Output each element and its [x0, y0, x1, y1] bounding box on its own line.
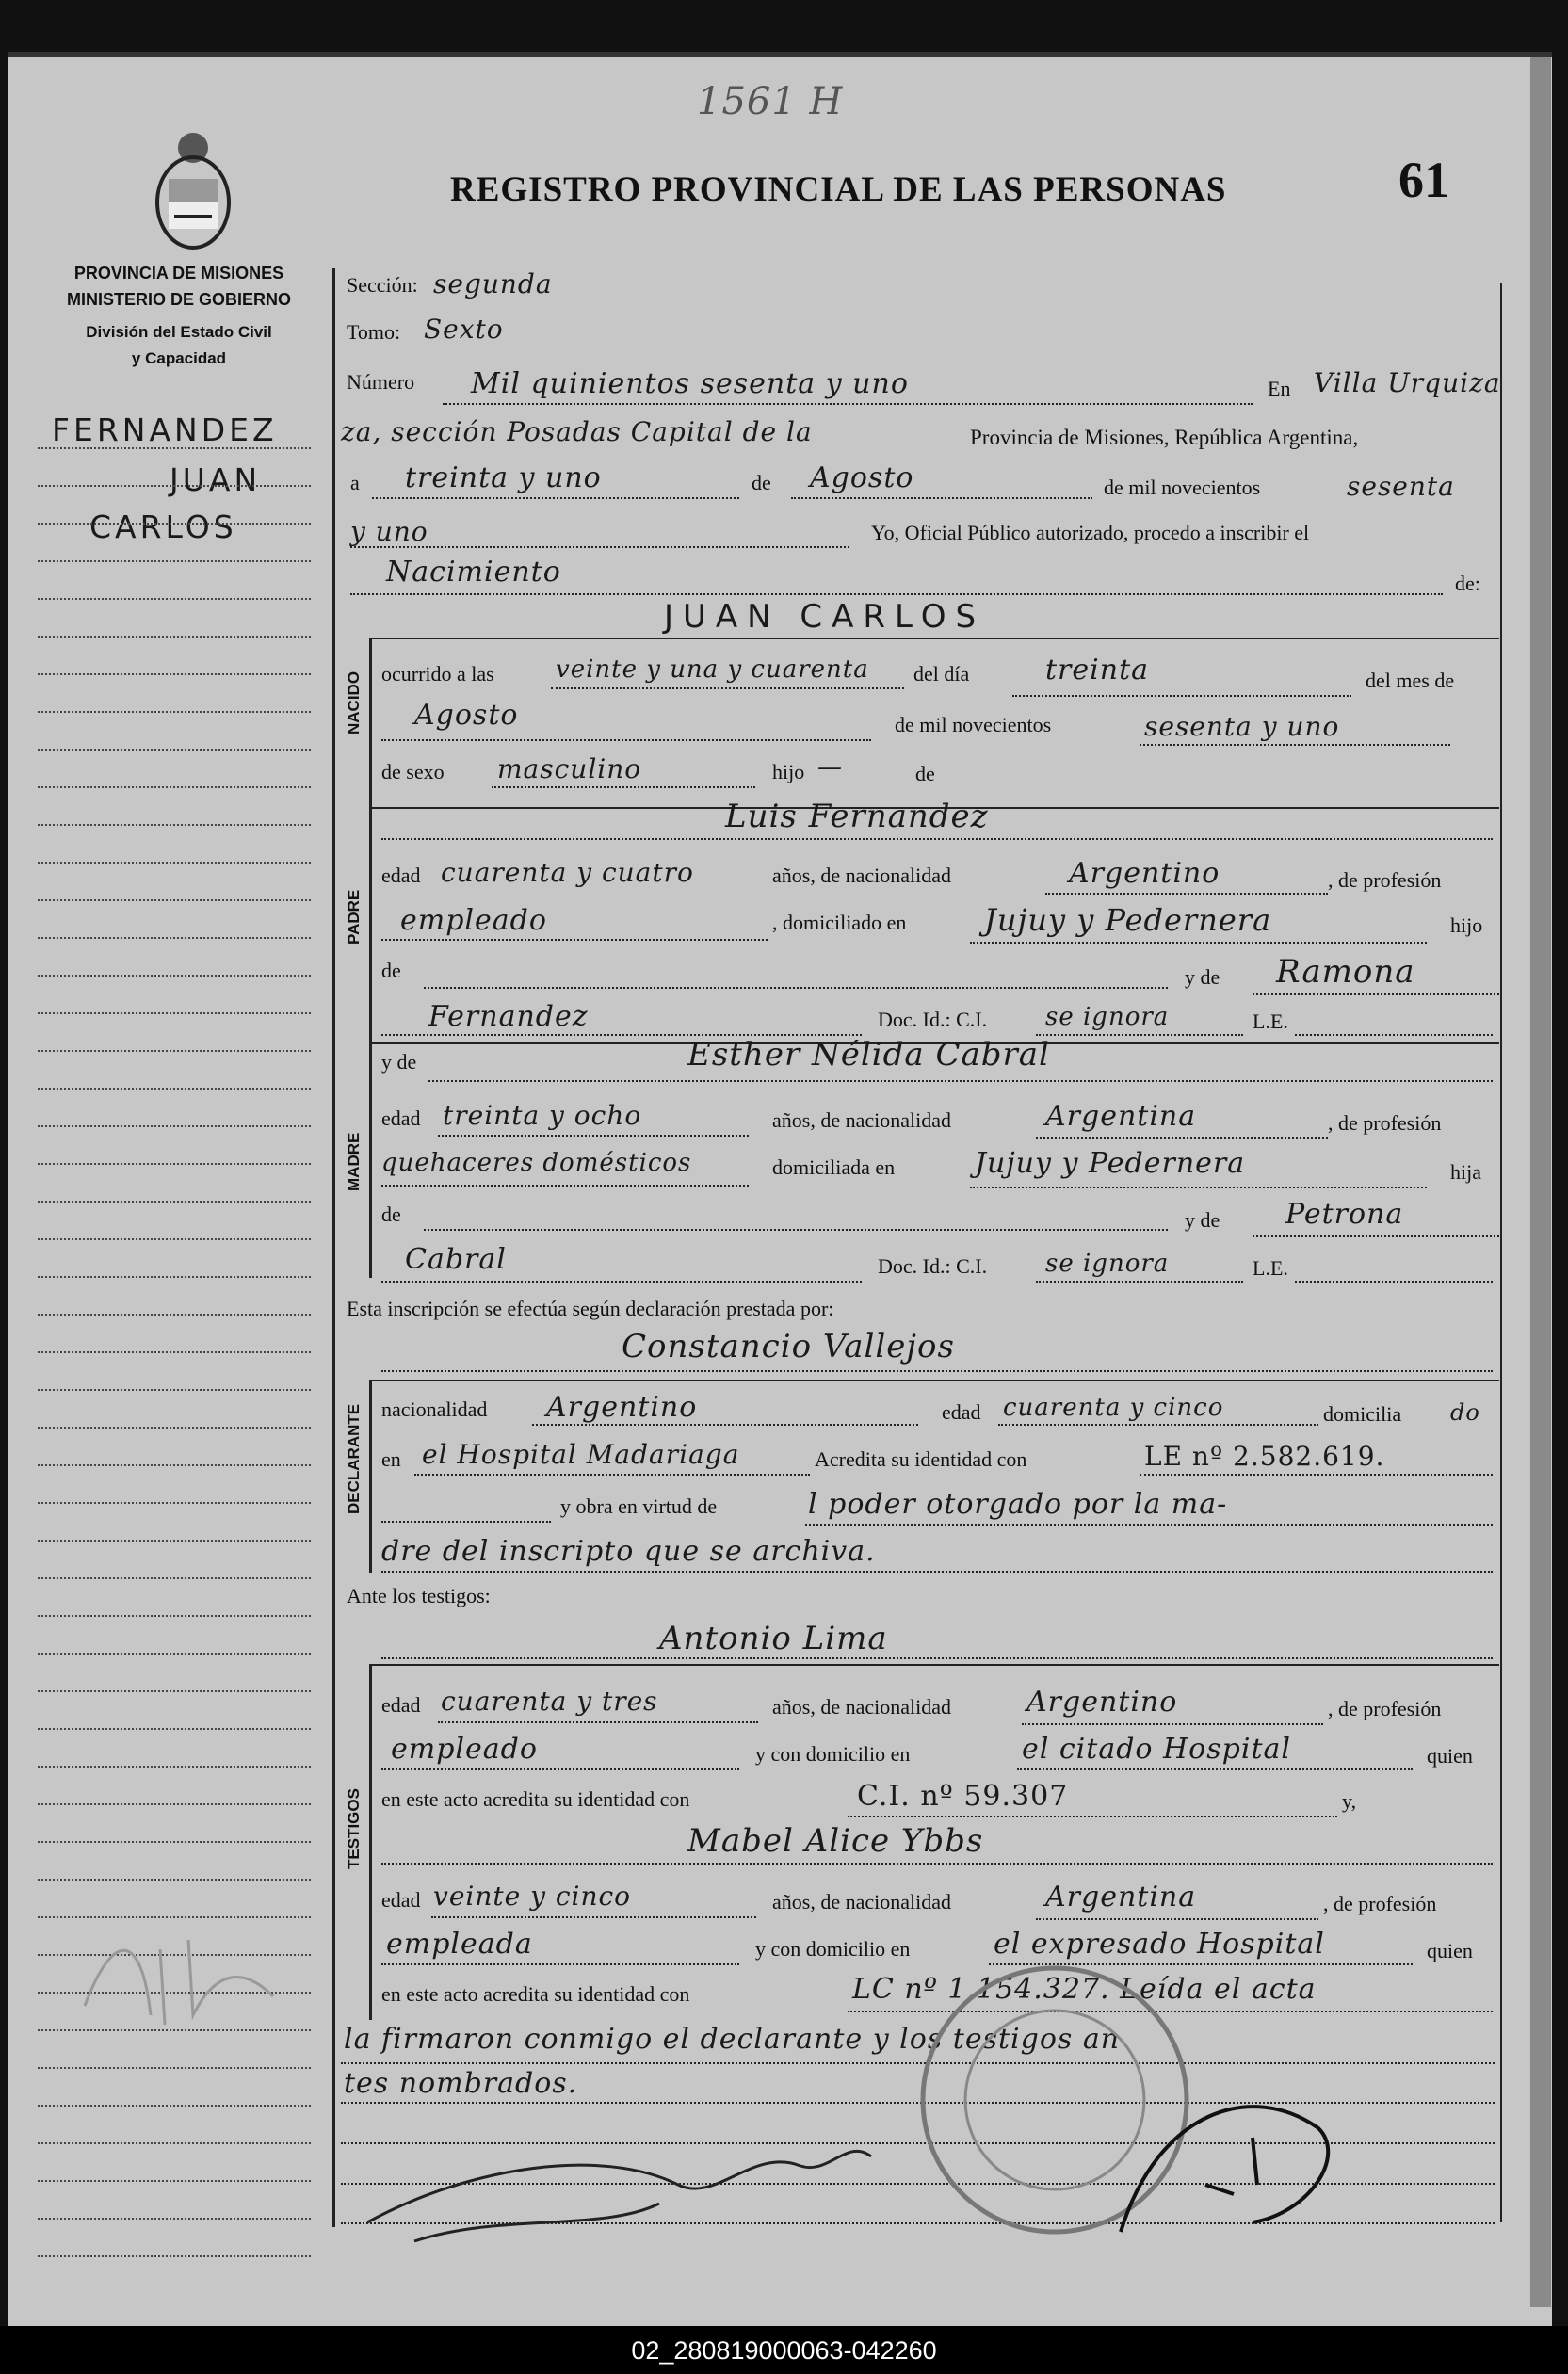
margin-line [38, 1125, 311, 1127]
declarante-id-value: LE nº 2.582.619. [1144, 1441, 1385, 1472]
margin-line [38, 975, 311, 977]
nacido-top-rule [369, 638, 1499, 639]
declarante-id-line [1140, 1474, 1493, 1476]
main-border [332, 268, 335, 2227]
declarante-name-line [381, 1370, 1493, 1372]
testigo1-prof-label: , de profesión [1328, 1697, 1442, 1720]
hora-value: veinte y una y cuarenta [556, 655, 869, 684]
month-value: Agosto [810, 461, 914, 494]
padre-prof-line [381, 939, 768, 941]
margin-line [38, 824, 311, 826]
padre-madre-line [1253, 993, 1499, 995]
madre-y-de2-label: y de [1185, 1208, 1220, 1232]
margin-line [38, 485, 311, 487]
margin-line [38, 937, 311, 939]
declarante-en-line [414, 1474, 810, 1476]
tomo-label: Tomo: [347, 320, 401, 344]
declarante-label: DECLARANTE [345, 1403, 363, 1514]
madre-label: MADRE [345, 1132, 363, 1191]
margin-line [38, 711, 311, 713]
testigo2-dom-label: y con domicilio en [755, 1937, 911, 1961]
madre-nac-line [1036, 1137, 1328, 1139]
testigo1-name: Antonio Lima [659, 1620, 888, 1657]
madre-edad-line [438, 1135, 749, 1137]
declarante-obra-value-2: dre del inscripto que se archiva. [381, 1535, 876, 1568]
seccion-value: segunda [433, 268, 553, 299]
declarante-acredita-label: Acredita su identidad con [815, 1447, 1027, 1471]
margin-line [38, 523, 311, 525]
margin-line [38, 1841, 311, 1843]
declarante-intro: Esta inscripción se efectúa según declaración prestada por: [347, 1297, 834, 1320]
acto-line [350, 593, 1443, 595]
closing-line-1: la firmaron conmigo el declarante y los testigos an [344, 2023, 1121, 2056]
testigo2-nac-value: Argentina [1045, 1881, 1197, 1914]
testigo2-quien: quien [1427, 1939, 1473, 1962]
madre-name: Esther Nélida Cabral [687, 1036, 1050, 1074]
document-title: REGISTRO PROVINCIAL DE LAS PERSONAS [450, 170, 1227, 209]
del-mes-label: del mes de [1366, 669, 1455, 692]
testigo2-edad-value: veinte y cinco [433, 1881, 632, 1912]
madre-abuelo-line [424, 1229, 1168, 1231]
margin-line [38, 1201, 311, 1203]
madre-edad-label: edad [381, 1106, 421, 1130]
sexo-label: de sexo [381, 760, 445, 783]
declarante-nac-line [532, 1424, 918, 1426]
margin-line [38, 749, 311, 751]
margin-line [38, 1389, 311, 1391]
madre-madre-line [1253, 1235, 1499, 1237]
margin-first-name: JUAN [170, 461, 262, 498]
margin-line [38, 2255, 311, 2257]
margin-line [38, 560, 311, 562]
mil-label: de mil novecientos [1104, 476, 1261, 499]
margin-line [38, 636, 311, 638]
margin-line [38, 2067, 311, 2069]
margin-line [38, 1879, 311, 1881]
declarante-edad-label: edad [942, 1400, 981, 1424]
hijo-label: hijo [772, 760, 805, 783]
padre-madre-value: Ramona [1276, 953, 1415, 991]
testigo1-id-value: C.I. nº 59.307 [857, 1780, 1069, 1813]
sexo-line [492, 786, 755, 788]
padre-de-label: de [381, 959, 401, 982]
padre-nac-value: Argentino [1069, 857, 1220, 890]
division-label-2: y Capacidad [131, 349, 227, 367]
testigo1-edad-label: edad [381, 1693, 421, 1717]
margin-line [38, 598, 311, 600]
margin-line [38, 1427, 311, 1429]
coat-of-arms-icon [146, 127, 240, 259]
declarante-nac-value: Argentino [546, 1391, 698, 1424]
margin-line [38, 786, 311, 788]
de-colon: de: [1455, 572, 1480, 595]
declarante-obra-value: l poder otorgado por la ma- [808, 1488, 1228, 1521]
declarante-edad-line [998, 1424, 1318, 1426]
padre-dom-label: , domiciliado en [772, 911, 907, 934]
madre-nac-value: Argentina [1045, 1100, 1197, 1133]
numero-label: Número [347, 370, 415, 394]
margin-line [38, 1615, 311, 1617]
officer-text: Yo, Oficial Público autorizado, procedo a inscribir el [871, 521, 1310, 544]
declarante-dom-label: domicilia [1323, 1402, 1402, 1426]
declarante-obra-label: y obra en virtud de [560, 1494, 718, 1518]
padre-doc-label: Doc. Id.: C.I. [878, 1008, 988, 1031]
testigos-top-rule [369, 1664, 1499, 1666]
margin-line [38, 1653, 311, 1655]
testigo2-edad-label: edad [381, 1888, 421, 1912]
testigo2-dom-value: el expresado Hospital [994, 1928, 1325, 1961]
faded-marginal-signature-icon [75, 1912, 292, 2043]
padre-nac-label: años, de nacionalidad [772, 864, 951, 887]
margin-line [38, 1502, 311, 1504]
right-border [1500, 283, 1502, 2222]
page-edge [1530, 57, 1551, 2307]
top-note: 1561 H [697, 80, 844, 123]
margin-line [38, 1728, 311, 1730]
madre-madre-value: Petrona [1285, 1198, 1404, 1231]
madre-de-label: de [381, 1203, 401, 1226]
padre-dom-line [970, 942, 1427, 944]
declarante-bracket [369, 1380, 372, 1573]
ocurrido-label: ocurrido a las [381, 662, 494, 686]
madre-prof-label: , de profesión [1328, 1111, 1442, 1135]
signature-scribble-icon [358, 2109, 885, 2251]
testigos-label: TESTIGOS [345, 1788, 363, 1869]
declarante-edad-value: cuarenta y cinco [1003, 1394, 1224, 1422]
testigo1-name-line [381, 1657, 1493, 1659]
testigo1-y: y, [1342, 1789, 1357, 1813]
madre-prof-value: quehaceres domésticos [381, 1149, 692, 1177]
margin-line [38, 1012, 311, 1014]
padre-abuelo-line [424, 987, 1168, 989]
nacido-bracket [369, 638, 372, 807]
testigo1-dom-line [1017, 1768, 1413, 1770]
mes-value: Agosto [414, 699, 519, 732]
madre-bracket [369, 1042, 372, 1278]
province-label: PROVINCIA DE MISIONES [73, 264, 284, 283]
margin-surname: FERNANDEZ [52, 412, 278, 448]
division-label: División del Estado Civil [86, 323, 272, 341]
testigos-intro: Ante los testigos: [347, 1584, 491, 1607]
declarante-obra-line [805, 1524, 1493, 1526]
anio-value: sesenta y uno [1144, 711, 1340, 742]
margin-line [38, 1540, 311, 1542]
numero-value: Mil quinientos sesenta y uno [471, 367, 909, 400]
madre-madre-apellido: Cabral [405, 1243, 507, 1276]
year-value-1: sesenta [1347, 471, 1455, 502]
madre-doc-label: Doc. Id.: C.I. [878, 1254, 988, 1278]
declarante-top-rule [369, 1380, 1499, 1381]
padre-name: Luis Fernandez [725, 798, 989, 835]
madre-name-line [428, 1080, 1493, 1082]
testigo1-prof-line [381, 1768, 739, 1770]
margin-line [38, 1803, 311, 1805]
madre-doc-value: se ignora [1045, 1250, 1170, 1278]
en-label: En [1268, 377, 1291, 400]
madre-prof-line [381, 1185, 749, 1187]
testigo1-nac-line [1022, 1723, 1323, 1725]
year-value-2: y uno [350, 516, 428, 547]
file-id: 02_280819000063-042260 [631, 2336, 937, 2365]
month-line [791, 497, 1092, 499]
padre-hijo-label: hijo [1450, 913, 1483, 937]
margin-line [38, 447, 311, 449]
declarante-name: Constancio Vallejos [622, 1328, 955, 1365]
margin-line [38, 673, 311, 675]
madre-nac-label: años, de nacionalidad [772, 1108, 951, 1132]
madre-doc-line [1036, 1281, 1243, 1283]
margin-line [38, 1351, 311, 1353]
padre-edad-value: cuarenta y cuatro [441, 857, 694, 888]
padre-prof-label: , de profesión [1328, 868, 1442, 892]
margin-line [38, 862, 311, 864]
testigo1-nac-label: años, de nacionalidad [772, 1695, 951, 1719]
madre-le-line [1295, 1281, 1493, 1283]
day-line [372, 497, 739, 499]
acto-value: Nacimiento [386, 556, 561, 589]
margin-line [38, 2218, 311, 2220]
testigo2-prof-value: empleada [386, 1928, 533, 1961]
padre-nac-line [1045, 893, 1328, 895]
declarante-dom-suffix: do [1450, 1399, 1480, 1426]
dia-value: treinta [1045, 654, 1150, 686]
testigo2-nac-label: años, de nacionalidad [772, 1890, 951, 1914]
dia-line [1012, 695, 1351, 697]
testigo1-acredita-label: en este acto acredita su identidad con [381, 1787, 690, 1811]
testigo1-quien: quien [1427, 1744, 1473, 1768]
margin-line [38, 1238, 311, 1240]
margin-line [38, 1088, 311, 1090]
testigo2-name-line [381, 1863, 1493, 1865]
testigos-bracket [369, 1664, 372, 2020]
del-dia-label: del día [913, 662, 970, 686]
nacido-name: JUAN CARLOS [664, 598, 986, 636]
madre-dom-label: domiciliada en [772, 1155, 896, 1179]
a-label: a [350, 471, 360, 494]
testigo2-nac-line [1036, 1918, 1318, 1920]
margin-line [38, 2142, 311, 2144]
testigo1-id-line [848, 1816, 1337, 1817]
declarante-nac-label: nacionalidad [381, 1397, 488, 1421]
madre-dom-line [970, 1187, 1427, 1188]
margin-line [38, 1163, 311, 1165]
margin-second-name: CARLOS [89, 509, 237, 545]
testigo1-prof-value: empleado [391, 1733, 538, 1766]
padre-doc-value: se ignora [1045, 1003, 1170, 1031]
testigo2-id-value: LC nº 1.154.327. Leída el acta [852, 1973, 1317, 2006]
page-number: 61 [1398, 152, 1449, 208]
anio-line [1140, 744, 1450, 746]
madre-edad-value: treinta y ocho [443, 1100, 642, 1131]
testigo1-nac-value: Argentino [1026, 1686, 1178, 1719]
padre-bracket [369, 807, 372, 1042]
declarante-obra-blank [381, 1521, 551, 1523]
hijo-value: — [817, 753, 843, 782]
mes-line [381, 739, 871, 741]
place-value: za, sección Posadas Capital de la [341, 416, 813, 447]
testigo2-name: Mabel Alice Ybbs [687, 1822, 984, 1860]
margin-line [38, 1766, 311, 1768]
nacido-de-label: de [915, 762, 935, 785]
margin-line [38, 1690, 311, 1692]
margin-line [38, 2105, 311, 2107]
year-line [350, 546, 849, 548]
declarante-en-label: en [381, 1447, 401, 1471]
padre-prof-value: empleado [400, 904, 547, 937]
padre-label: PADRE [345, 889, 363, 945]
padre-madre-apellido: Fernandez [428, 1000, 589, 1033]
testigo1-dom-value: el citado Hospital [1022, 1733, 1291, 1766]
madre-apellido-line [381, 1281, 862, 1283]
padre-le-line [1295, 1034, 1493, 1036]
padre-edad-label: edad [381, 864, 421, 887]
margin-line [38, 1050, 311, 1052]
madre-dom-value: Jujuy y Pedernera [975, 1147, 1246, 1180]
testigo2-edad-line [431, 1916, 756, 1918]
padre-y-de-label: y de [1185, 965, 1220, 989]
declarante-en-value: el Hospital Madariaga [422, 1439, 740, 1470]
testigo2-acredita-label: en este acto acredita su identidad con [381, 1982, 690, 2006]
sexo-value: masculino [497, 753, 642, 784]
margin-line [38, 1314, 311, 1316]
closing-line-2: tes nombrados. [344, 2067, 578, 2100]
nacido-label: NACIDO [345, 670, 363, 735]
declarante-obra-line-2 [381, 1571, 1493, 1573]
en-value: Villa Urquiza [1314, 367, 1501, 398]
testigo2-prof-line [381, 1963, 739, 1965]
margin-line [38, 1276, 311, 1278]
numero-line [443, 403, 1253, 405]
hora-line [551, 687, 904, 689]
province-text: Provincia de Misiones, República Argentina, [970, 426, 1359, 449]
testigo1-edad-value: cuarenta y tres [441, 1686, 658, 1717]
ministry-label: MINISTERIO DE GOBIERNO [66, 290, 292, 309]
padre-dom-value: Jujuy y Pedernera [984, 902, 1272, 938]
testigo1-dom-label: y con domicilio en [755, 1742, 911, 1766]
madre-le-label: L.E. [1253, 1256, 1288, 1280]
testigo1-edad-line [438, 1721, 758, 1723]
de-label: de [752, 471, 771, 494]
seccion-label: Sección: [347, 273, 418, 297]
madre-y-de-label: y de [381, 1050, 417, 1074]
official-signature-icon [1102, 2072, 1347, 2241]
tomo-value: Sexto [424, 314, 504, 345]
margin-line [38, 2180, 311, 2182]
margin-line [38, 1464, 311, 1466]
padre-le-label: L.E. [1253, 1009, 1288, 1033]
day-value: treinta y uno [405, 461, 602, 494]
margin-line [38, 899, 311, 901]
padre-doc-line [1036, 1034, 1243, 1036]
margin-line [38, 1577, 311, 1579]
madre-hija-label: hija [1450, 1160, 1481, 1184]
testigo2-prof-label: , de profesión [1323, 1892, 1437, 1915]
nacido-mil-label: de mil novecientos [895, 713, 1052, 736]
padre-name-line [381, 838, 1493, 840]
